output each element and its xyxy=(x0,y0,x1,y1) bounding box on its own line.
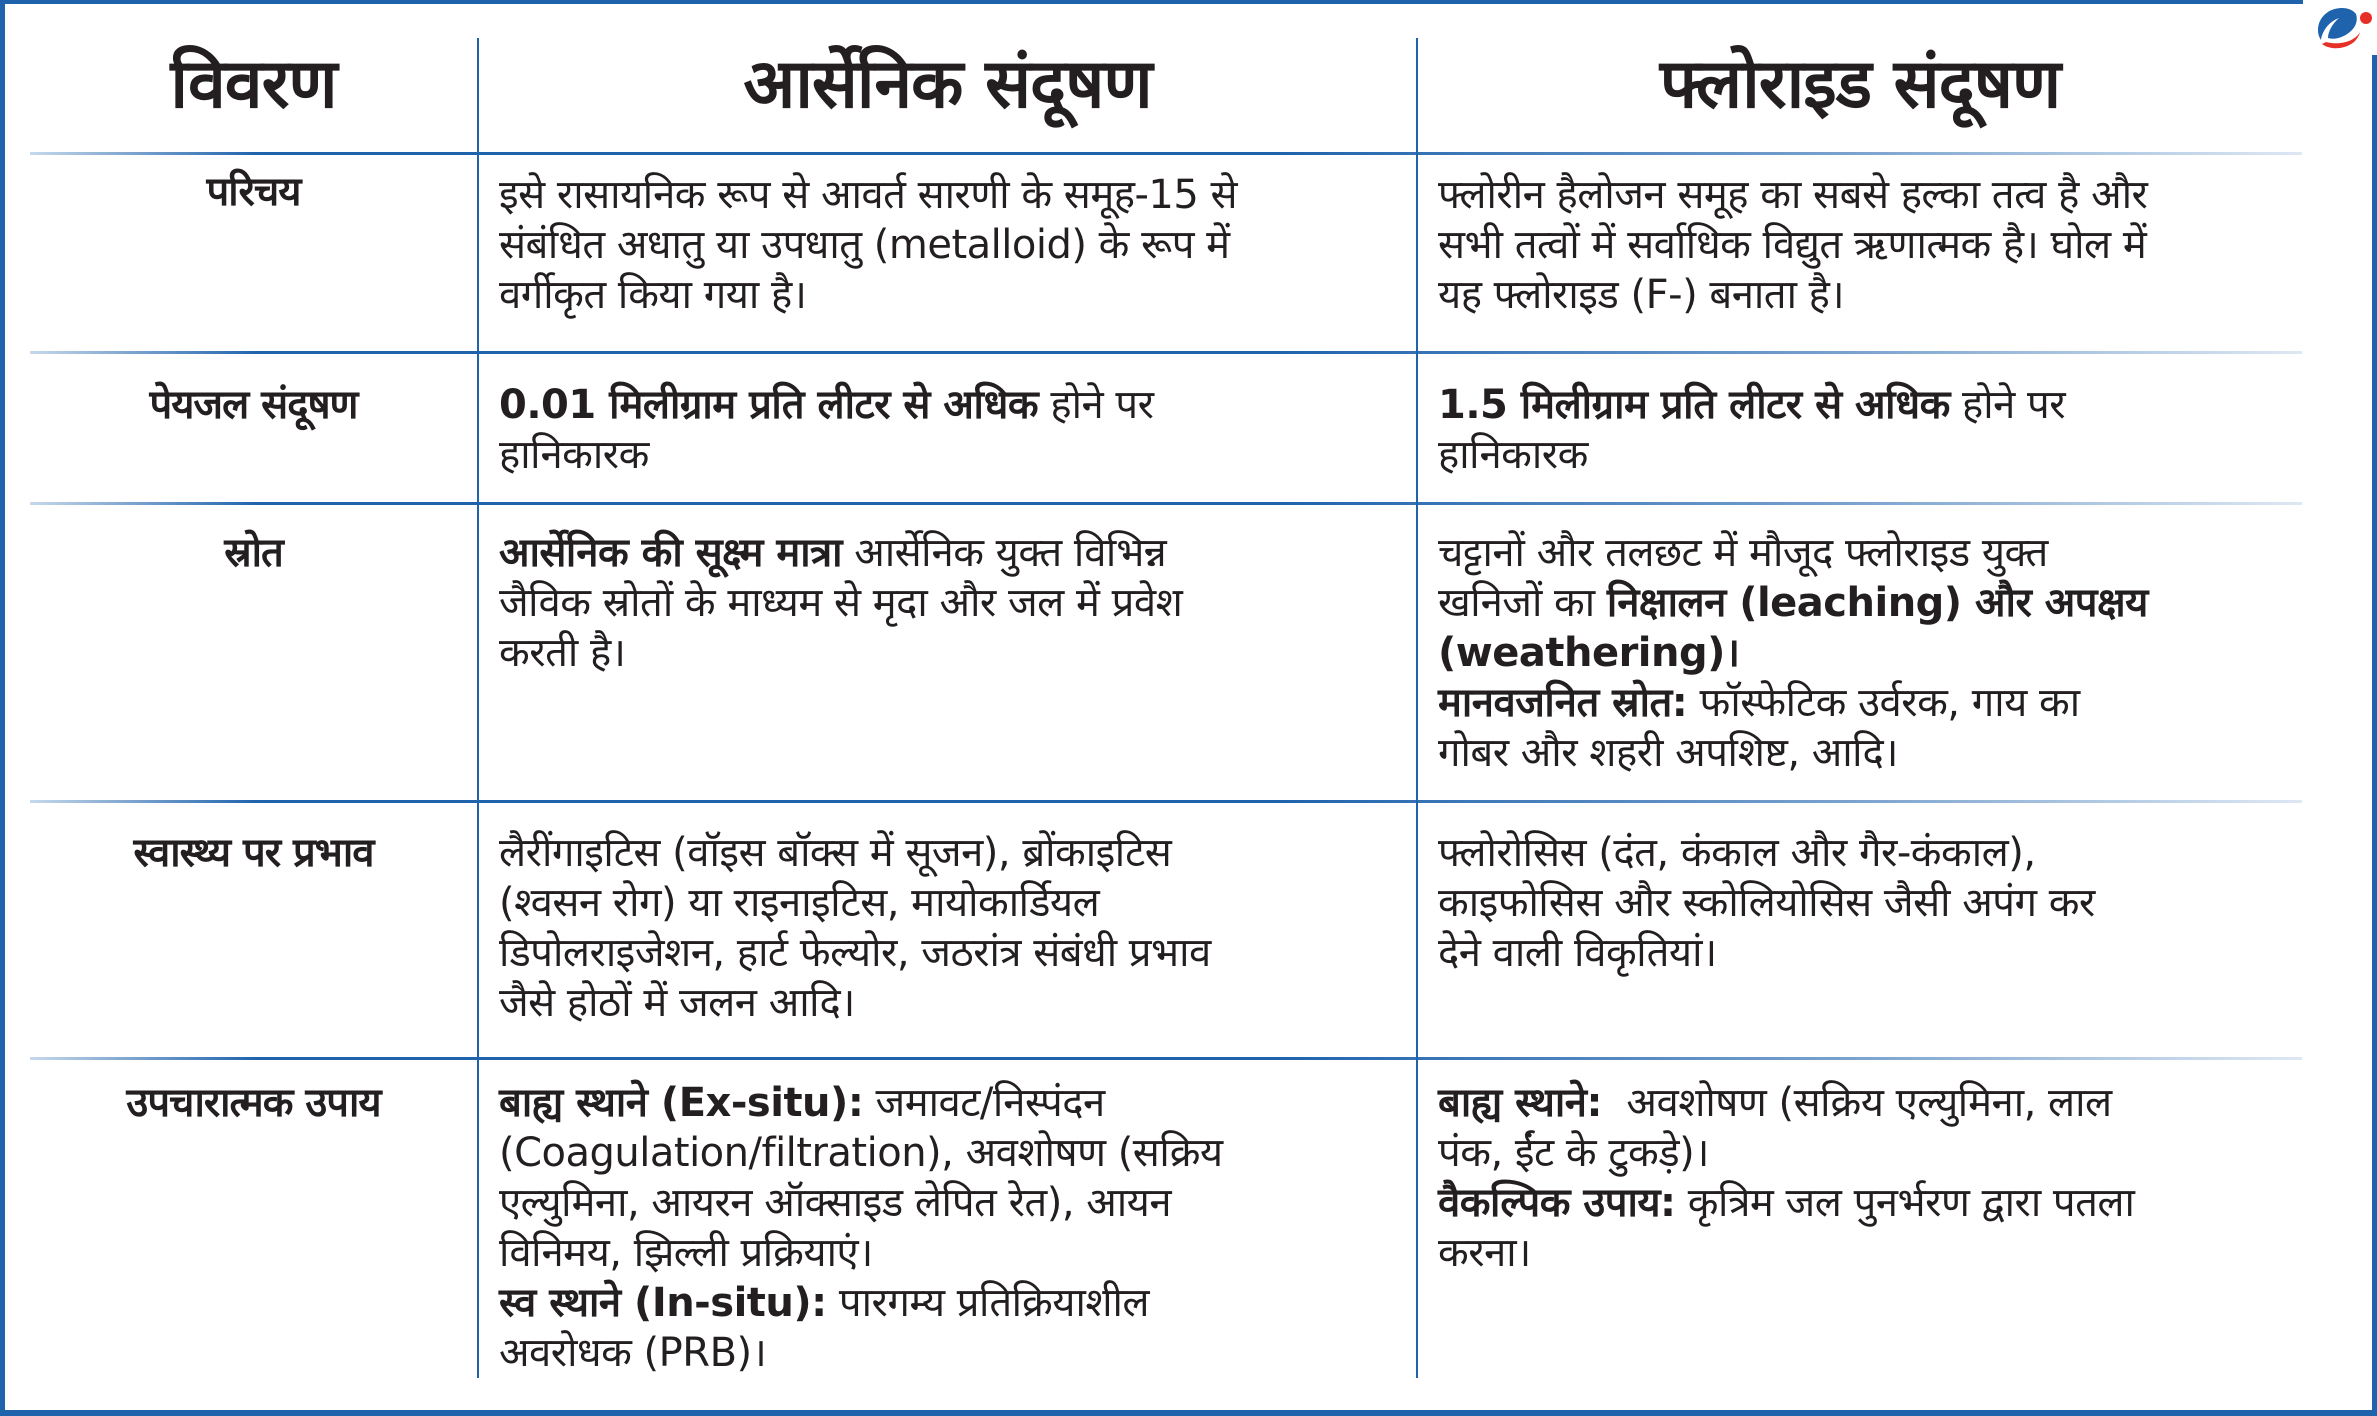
text-line: पंक, ईंट के टुकड़े)। xyxy=(1438,1130,1709,1176)
arsenic-health-effects xyxy=(479,828,1416,1028)
text-span: होने पर xyxy=(1949,382,2066,428)
fluoride-remedial-measures xyxy=(1418,1078,2302,1278)
arsenic-drinking-water xyxy=(479,380,1416,480)
text-span: कृत्रिम जल पुनर्भरण द्वारा पतला xyxy=(1675,1180,2135,1226)
text-line: इसे रासायनिक रूप से आवर्त सारणी के समूह-15 से xyxy=(499,172,1238,218)
frame-border-right xyxy=(2372,55,2377,1416)
text-line: संबंधित अधातु या उपधातु (metalloid) के रूप में xyxy=(499,222,1230,268)
text-bold: (weathering)। xyxy=(1438,630,1740,676)
frame-border-left xyxy=(0,0,5,1416)
text-bold: आर्सेनिक की सूक्ष्म मात्रा xyxy=(499,530,843,576)
row-label-health-effects: स्वास्थ्य पर प्रभाव xyxy=(133,830,374,876)
arsenic-source xyxy=(479,528,1416,678)
fluoride-source xyxy=(1418,528,2302,778)
header-col-arsenic: आर्सेनिक संदूषण xyxy=(743,45,1152,124)
fluoride-drinking-water xyxy=(1418,380,2302,480)
text-line: सभी तत्वों में सर्वाधिक विद्युत ऋणात्मक है। घोल में xyxy=(1438,222,2147,268)
fluoride-introduction xyxy=(1418,170,2302,320)
text-line: चट्टानों और तलछट में मौजूद फ्लोराइड युक्त xyxy=(1438,530,2048,576)
text-line: डिपोलराइजेशन, हार्ट फेल्योर, जठरांत्र संबंधी प्रभाव xyxy=(499,930,1211,976)
row-rule xyxy=(30,351,2302,354)
text-line: वर्गीकृत किया गया है। xyxy=(499,272,807,318)
text-line: (श्वसन रोग) या राइनाइटिस, मायोकार्डियल xyxy=(499,880,1100,926)
text-line: करती है। xyxy=(499,630,626,676)
text-line: काइफोसिस और स्कोलियोसिस जैसी अपंग कर xyxy=(1438,880,2095,926)
text-span: आर्सेनिक युक्त विभिन्न xyxy=(842,530,1167,576)
text-bold: स्व स्थाने (In-situ): xyxy=(499,1280,827,1326)
text-line: यह फ्लोराइड (F-) बनाता है। xyxy=(1438,272,1845,318)
text-span: जमावट/निस्पंदन xyxy=(863,1080,1105,1126)
frame-border-bottom xyxy=(0,1410,2377,1416)
row-rule xyxy=(30,800,2302,803)
text-line: फ्लोरीन हैलोजन समूह का सबसे हल्का तत्व है और xyxy=(1438,172,2148,218)
text-bold: मानवजनित स्रोत: xyxy=(1438,680,1688,726)
text-line: देने वाली विकृतियां। xyxy=(1438,930,1717,976)
text-span: फॉस्फेटिक उर्वरक, गाय का xyxy=(1687,680,2080,726)
row-label-source: स्रोत xyxy=(224,530,283,576)
text-line: विनिमय, झिल्ली प्रक्रियाएं। xyxy=(499,1230,873,1276)
header-col-description: विवरण xyxy=(170,45,337,124)
text-line: अवरोधक (PRB)। xyxy=(499,1330,767,1376)
row-rule xyxy=(30,1057,2302,1060)
row-rule xyxy=(30,152,2302,155)
arsenic-introduction xyxy=(479,170,1416,320)
text-line: गोबर और शहरी अपशिष्ट, आदि। xyxy=(1438,730,1898,776)
text-line: जैसे होठों में जलन आदि। xyxy=(499,980,855,1026)
text-line: फ्लोरोसिस (दंत, कंकाल और गैर-कंकाल), xyxy=(1438,830,2036,876)
text-span: खनिजों का xyxy=(1438,580,1607,626)
text-bold: निक्षालन (leaching) और अपक्षय xyxy=(1606,580,2148,626)
frame-border-top xyxy=(0,0,2303,4)
row-label-remedial-measures: उपचारात्मक उपाय xyxy=(126,1080,381,1126)
threshold-bold: 0.01 मिलीग्राम प्रति लीटर से अधिक xyxy=(499,382,1039,428)
text-span: अवशोषण (सक्रिय एल्युमिना, लाल xyxy=(1601,1080,2112,1126)
threshold-bold: 1.5 मिलीग्राम प्रति लीटर से अधिक xyxy=(1438,382,1950,428)
text-line: हानिकारक xyxy=(499,432,649,478)
text-line: करना। xyxy=(1438,1230,1531,1276)
arsenic-remedial-measures xyxy=(479,1078,1416,1378)
text-span: पारगम्य प्रतिक्रियाशील xyxy=(826,1280,1150,1326)
text-span: होने पर xyxy=(1038,382,1154,428)
text-line: हानिकारक xyxy=(1438,432,1588,478)
text-bold: बाह्य स्थाने: xyxy=(1438,1080,1602,1126)
fluoride-health-effects xyxy=(1418,828,2302,978)
row-label-introduction: परिचय xyxy=(206,169,301,215)
text-line: जैविक स्रोतों के माध्यम से मृदा और जल में प्रवेश xyxy=(499,580,1183,626)
globe-logo-icon xyxy=(2312,4,2374,52)
text-bold: वैकल्पिक उपाय: xyxy=(1438,1180,1676,1226)
row-label-drinking-water: पेयजल संदूषण xyxy=(149,382,358,428)
row-rule xyxy=(30,502,2302,505)
header-col-fluoride: फ्लोराइड संदूषण xyxy=(1659,45,2061,124)
text-line: एल्युमिना, आयरन ऑक्साइड लेपित रेत), आयन xyxy=(499,1180,1172,1226)
text-bold: बाह्य स्थाने (Ex-situ): xyxy=(499,1080,864,1126)
text-line: (Coagulation/filtration), अवशोषण (सक्रिय xyxy=(499,1130,1223,1176)
text-line: लैरींगाइटिस (वॉइस बॉक्स में सूजन), ब्रोंकाइटिस xyxy=(499,830,1172,876)
